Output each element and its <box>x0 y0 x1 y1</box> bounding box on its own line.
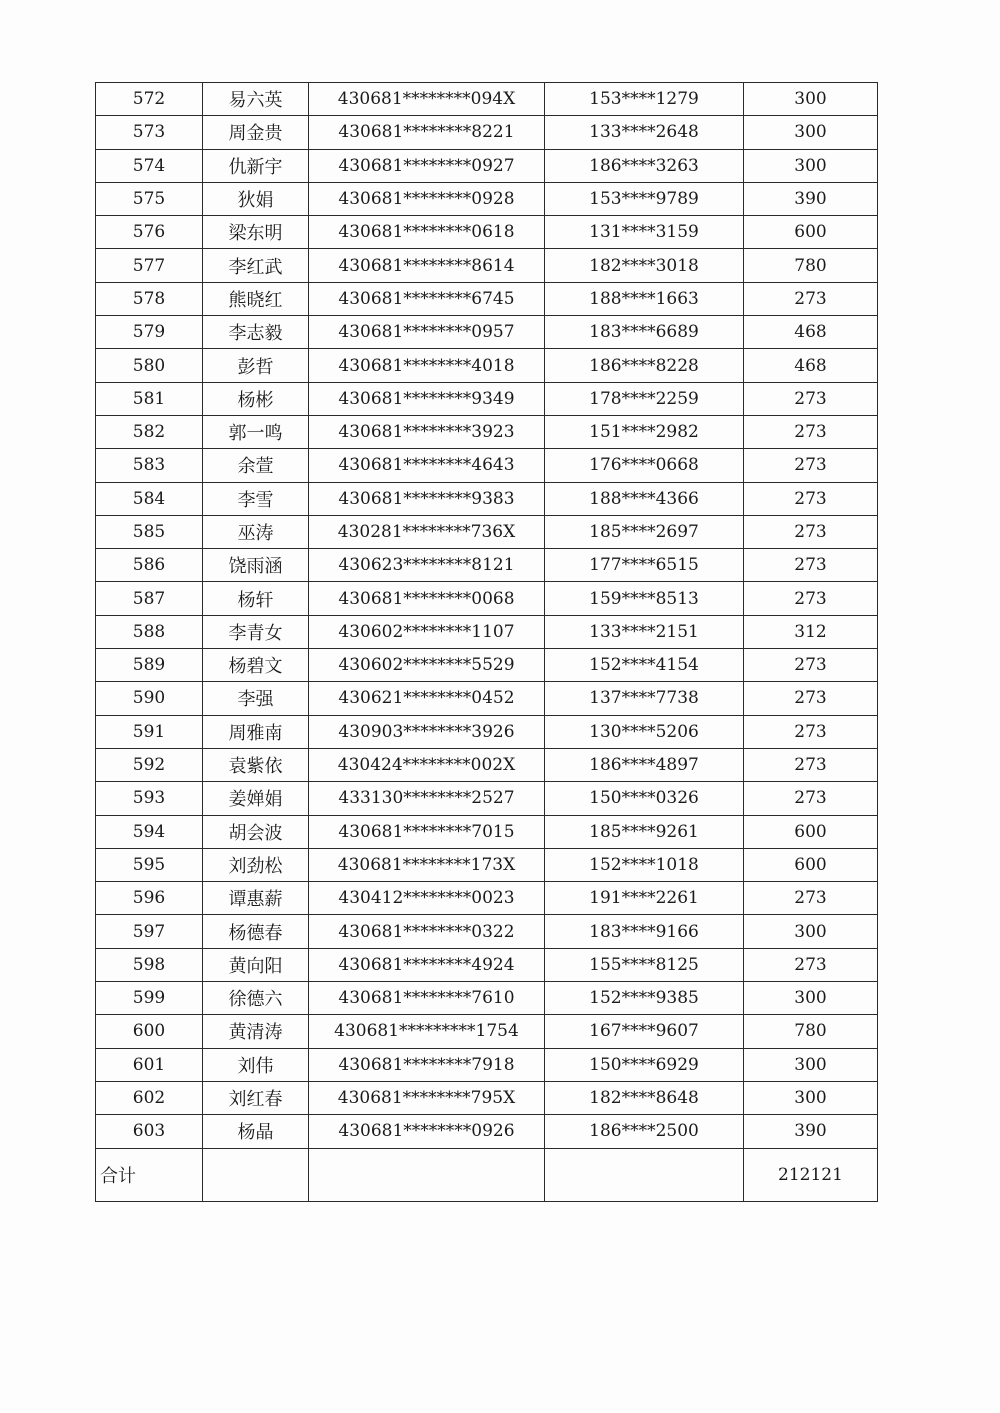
amount-cell: 273 <box>744 482 878 515</box>
total-empty-cell <box>545 1148 744 1201</box>
table-row <box>96 615 878 648</box>
id-number-cell: 430681********0068 <box>309 582 545 615</box>
id-number-cell: 430681********7015 <box>309 815 545 848</box>
name-cell: 杨彬 <box>203 382 309 415</box>
name-cell: 黄向阳 <box>203 948 309 981</box>
table-row <box>96 515 878 548</box>
phone-cell: 152****9385 <box>545 982 744 1015</box>
row-number-cell: 591 <box>96 715 203 748</box>
id-number-cell: 430681********0618 <box>309 216 545 249</box>
amount-cell: 273 <box>744 715 878 748</box>
table-row <box>96 482 878 515</box>
row-number-cell: 576 <box>96 216 203 249</box>
table-row <box>96 149 878 182</box>
row-number-cell: 597 <box>96 915 203 948</box>
phone-cell: 152****1018 <box>545 848 744 881</box>
amount-cell: 468 <box>744 349 878 382</box>
id-number-cell: 430681********0928 <box>309 182 545 215</box>
row-number-cell: 581 <box>96 382 203 415</box>
table-row <box>96 349 878 382</box>
amount-cell: 300 <box>744 83 878 116</box>
name-cell: 徐德六 <box>203 982 309 1015</box>
phone-cell: 186****2500 <box>545 1115 744 1148</box>
amount-cell: 300 <box>744 915 878 948</box>
id-number-cell: 430681*********1754 <box>309 1015 545 1048</box>
row-number-cell: 579 <box>96 316 203 349</box>
phone-cell: 188****4366 <box>545 482 744 515</box>
name-cell: 梁东明 <box>203 216 309 249</box>
table-row <box>96 382 878 415</box>
amount-cell: 273 <box>744 748 878 781</box>
subsidy-roster-table <box>95 82 878 1202</box>
table-row <box>96 682 878 715</box>
phone-cell: 130****5206 <box>545 715 744 748</box>
row-number-cell: 603 <box>96 1115 203 1148</box>
amount-cell: 273 <box>744 948 878 981</box>
row-number-cell: 596 <box>96 882 203 915</box>
row-number-cell: 588 <box>96 615 203 648</box>
row-number-cell: 573 <box>96 116 203 149</box>
id-number-cell: 430681********3923 <box>309 415 545 448</box>
row-number-cell: 594 <box>96 815 203 848</box>
name-cell: 杨德春 <box>203 915 309 948</box>
phone-cell: 191****2261 <box>545 882 744 915</box>
phone-cell: 182****3018 <box>545 249 744 282</box>
phone-cell: 177****6515 <box>545 549 744 582</box>
phone-cell: 153****1279 <box>545 83 744 116</box>
id-number-cell: 430681********7918 <box>309 1048 545 1081</box>
phone-cell: 188****1663 <box>545 282 744 315</box>
amount-cell: 312 <box>744 615 878 648</box>
table-row <box>96 649 878 682</box>
table-row <box>96 982 878 1015</box>
phone-cell: 176****0668 <box>545 449 744 482</box>
phone-cell: 133****2648 <box>545 116 744 149</box>
id-number-cell: 430281********736X <box>309 515 545 548</box>
amount-cell: 273 <box>744 382 878 415</box>
row-number-cell: 598 <box>96 948 203 981</box>
name-cell: 杨晶 <box>203 1115 309 1148</box>
table-row <box>96 748 878 781</box>
id-number-cell: 430681********4924 <box>309 948 545 981</box>
row-number-cell: 600 <box>96 1015 203 1048</box>
row-number-cell: 601 <box>96 1048 203 1081</box>
id-number-cell: 430681********6745 <box>309 282 545 315</box>
row-number-cell: 572 <box>96 83 203 116</box>
name-cell: 胡会波 <box>203 815 309 848</box>
row-number-cell: 582 <box>96 415 203 448</box>
table-row <box>96 715 878 748</box>
id-number-cell: 430681********795X <box>309 1081 545 1114</box>
phone-cell: 155****8125 <box>545 948 744 981</box>
table-row <box>96 249 878 282</box>
id-number-cell: 430412********0023 <box>309 882 545 915</box>
total-empty-cell <box>309 1148 545 1201</box>
name-cell: 李红武 <box>203 249 309 282</box>
name-cell: 熊晓红 <box>203 282 309 315</box>
phone-cell: 182****8648 <box>545 1081 744 1114</box>
table-row <box>96 782 878 815</box>
amount-cell: 600 <box>744 815 878 848</box>
name-cell: 易六英 <box>203 83 309 116</box>
row-number-cell: 583 <box>96 449 203 482</box>
id-number-cell: 430681********8614 <box>309 249 545 282</box>
name-cell: 李强 <box>203 682 309 715</box>
name-cell: 巫涛 <box>203 515 309 548</box>
id-number-cell: 430602********1107 <box>309 615 545 648</box>
name-cell: 刘劲松 <box>203 848 309 881</box>
table-row <box>96 116 878 149</box>
id-number-cell: 430621********0452 <box>309 682 545 715</box>
id-number-cell: 430681********094X <box>309 83 545 116</box>
name-cell: 黄清涛 <box>203 1015 309 1048</box>
name-cell: 谭惠薪 <box>203 882 309 915</box>
table-row <box>96 1048 878 1081</box>
roster-body <box>96 83 878 1202</box>
total-row <box>96 1148 878 1201</box>
table-row <box>96 582 878 615</box>
phone-cell: 137****7738 <box>545 682 744 715</box>
table-row <box>96 1081 878 1114</box>
phone-cell: 185****9261 <box>545 815 744 848</box>
amount-cell: 300 <box>744 1048 878 1081</box>
row-number-cell: 584 <box>96 482 203 515</box>
id-number-cell: 430681********8221 <box>309 116 545 149</box>
name-cell: 周金贵 <box>203 116 309 149</box>
name-cell: 仇新宇 <box>203 149 309 182</box>
phone-cell: 131****3159 <box>545 216 744 249</box>
name-cell: 李雪 <box>203 482 309 515</box>
amount-cell: 273 <box>744 549 878 582</box>
id-number-cell: 430602********5529 <box>309 649 545 682</box>
phone-cell: 153****9789 <box>545 182 744 215</box>
amount-cell: 273 <box>744 882 878 915</box>
id-number-cell: 430681********9383 <box>309 482 545 515</box>
name-cell: 狄娟 <box>203 182 309 215</box>
amount-cell: 273 <box>744 682 878 715</box>
phone-cell: 186****3263 <box>545 149 744 182</box>
amount-cell: 390 <box>744 182 878 215</box>
table-row <box>96 83 878 116</box>
amount-cell: 273 <box>744 782 878 815</box>
table-row <box>96 848 878 881</box>
row-number-cell: 587 <box>96 582 203 615</box>
phone-cell: 183****9166 <box>545 915 744 948</box>
table-row <box>96 182 878 215</box>
table-row <box>96 282 878 315</box>
row-number-cell: 602 <box>96 1081 203 1114</box>
id-number-cell: 430681********4643 <box>309 449 545 482</box>
name-cell: 郭一鸣 <box>203 415 309 448</box>
name-cell: 余萱 <box>203 449 309 482</box>
row-number-cell: 586 <box>96 549 203 582</box>
amount-cell: 300 <box>744 982 878 1015</box>
id-number-cell: 430681********9349 <box>309 382 545 415</box>
table-row <box>96 449 878 482</box>
amount-cell: 600 <box>744 848 878 881</box>
phone-cell: 185****2697 <box>545 515 744 548</box>
row-number-cell: 575 <box>96 182 203 215</box>
name-cell: 杨轩 <box>203 582 309 615</box>
id-number-cell: 430681********7610 <box>309 982 545 1015</box>
amount-cell: 300 <box>744 149 878 182</box>
table-row <box>96 815 878 848</box>
table-row <box>96 1115 878 1148</box>
phone-cell: 186****4897 <box>545 748 744 781</box>
id-number-cell: 430681********173X <box>309 848 545 881</box>
phone-cell: 133****2151 <box>545 615 744 648</box>
amount-cell: 780 <box>744 249 878 282</box>
table-row <box>96 316 878 349</box>
name-cell: 李志毅 <box>203 316 309 349</box>
name-cell: 刘伟 <box>203 1048 309 1081</box>
table-row <box>96 415 878 448</box>
name-cell: 杨碧文 <box>203 649 309 682</box>
amount-cell: 300 <box>744 116 878 149</box>
phone-cell: 186****8228 <box>545 349 744 382</box>
phone-cell: 150****6929 <box>545 1048 744 1081</box>
name-cell: 袁紫依 <box>203 748 309 781</box>
id-number-cell: 430424********002X <box>309 748 545 781</box>
row-number-cell: 599 <box>96 982 203 1015</box>
phone-cell: 159****8513 <box>545 582 744 615</box>
row-number-cell: 593 <box>96 782 203 815</box>
name-cell: 姜婵娟 <box>203 782 309 815</box>
amount-cell: 273 <box>744 449 878 482</box>
name-cell: 李青女 <box>203 615 309 648</box>
name-cell: 周雅南 <box>203 715 309 748</box>
phone-cell: 178****2259 <box>545 382 744 415</box>
row-number-cell: 578 <box>96 282 203 315</box>
id-number-cell: 430681********0927 <box>309 149 545 182</box>
total-amount: 212121 <box>744 1148 878 1201</box>
table-row <box>96 216 878 249</box>
row-number-cell: 577 <box>96 249 203 282</box>
id-number-cell: 430903********3926 <box>309 715 545 748</box>
row-number-cell: 595 <box>96 848 203 881</box>
row-number-cell: 590 <box>96 682 203 715</box>
table-row <box>96 1015 878 1048</box>
row-number-cell: 585 <box>96 515 203 548</box>
amount-cell: 273 <box>744 649 878 682</box>
amount-cell: 390 <box>744 1115 878 1148</box>
amount-cell: 273 <box>744 515 878 548</box>
amount-cell: 600 <box>744 216 878 249</box>
phone-cell: 150****0326 <box>545 782 744 815</box>
id-number-cell: 430623********8121 <box>309 549 545 582</box>
id-number-cell: 430681********0957 <box>309 316 545 349</box>
row-number-cell: 580 <box>96 349 203 382</box>
row-number-cell: 589 <box>96 649 203 682</box>
amount-cell: 273 <box>744 582 878 615</box>
total-label: 合计 <box>96 1148 203 1201</box>
id-number-cell: 430681********0926 <box>309 1115 545 1148</box>
row-number-cell: 574 <box>96 149 203 182</box>
table-row <box>96 882 878 915</box>
table-row <box>96 549 878 582</box>
amount-cell: 780 <box>744 1015 878 1048</box>
name-cell: 刘红春 <box>203 1081 309 1114</box>
name-cell: 彭哲 <box>203 349 309 382</box>
table-row <box>96 948 878 981</box>
phone-cell: 151****2982 <box>545 415 744 448</box>
amount-cell: 273 <box>744 415 878 448</box>
amount-cell: 468 <box>744 316 878 349</box>
row-number-cell: 592 <box>96 748 203 781</box>
phone-cell: 183****6689 <box>545 316 744 349</box>
total-empty-cell <box>203 1148 309 1201</box>
id-number-cell: 430681********4018 <box>309 349 545 382</box>
phone-cell: 167****9607 <box>545 1015 744 1048</box>
amount-cell: 273 <box>744 282 878 315</box>
id-number-cell: 430681********0322 <box>309 915 545 948</box>
table-row <box>96 915 878 948</box>
name-cell: 饶雨涵 <box>203 549 309 582</box>
amount-cell: 300 <box>744 1081 878 1114</box>
phone-cell: 152****4154 <box>545 649 744 682</box>
id-number-cell: 433130********2527 <box>309 782 545 815</box>
